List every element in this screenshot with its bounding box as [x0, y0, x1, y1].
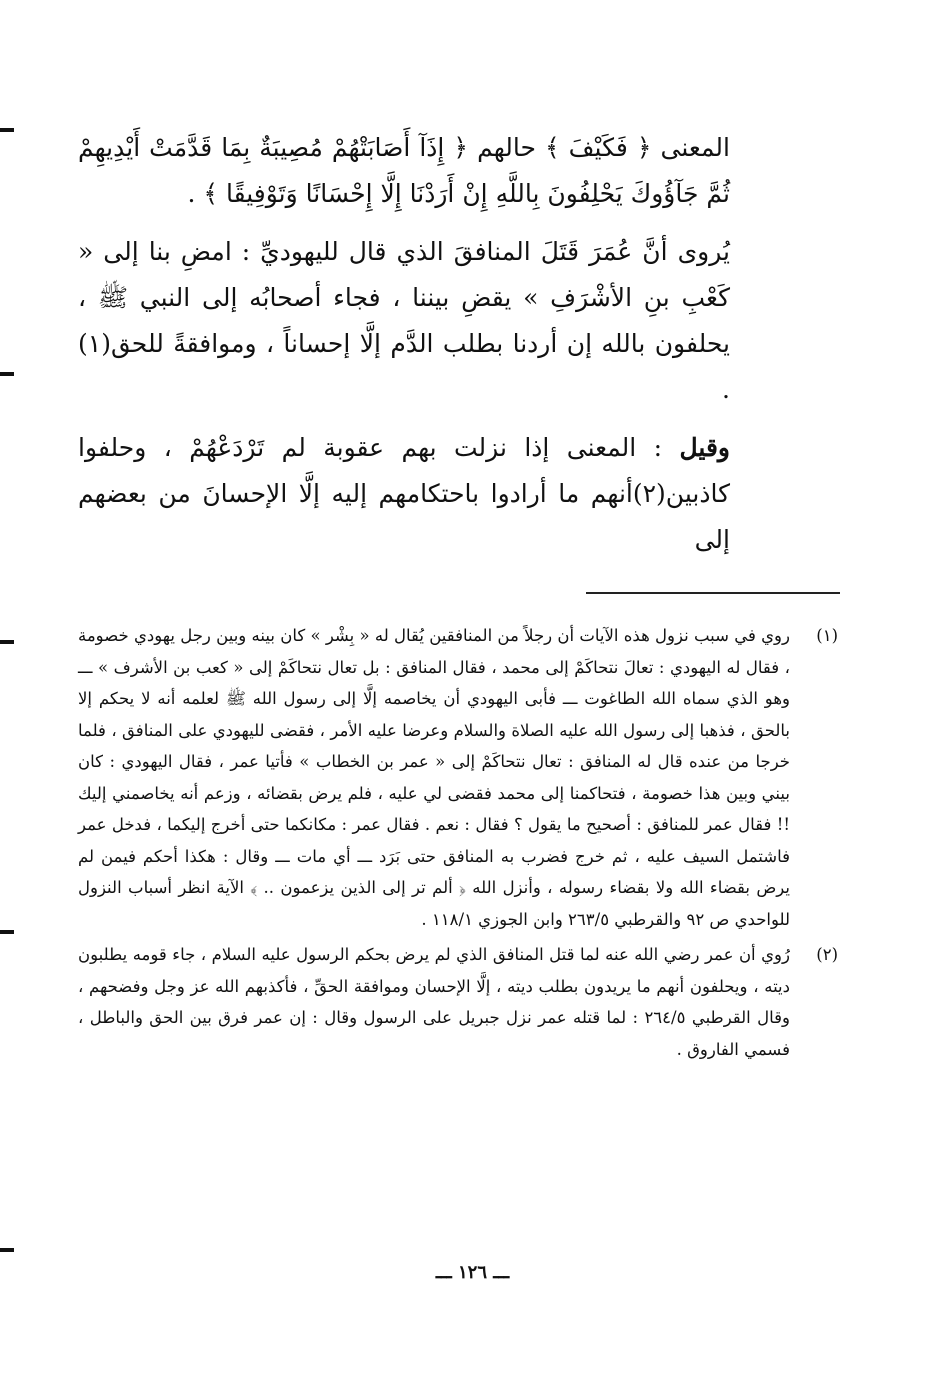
paragraph: المعنى ﴿ فَكَيْفَ ﴾ حالهم ﴿ إِذَآ أَصَابَتْهُمْ مُصِيبَةٌ بِمَا قَدَّمَتْ أَيْدِيهِمْ ثُمَّ جَآؤُوكَ يَحْلِفُونَ بِاللَّهِ إِنْ أَرَدْنَا إِلَّا إِحْسَانًا وَتَوْفِيقًا ﴾ . — [78, 133, 730, 208]
footnote-text: روي في سبب نزول هذه الآيات أن رجلاً من المنافقين يُقال له « بِشْر » كان بينه وبين رجل يهودي خصومة ، فقال له اليهودي : تعالَ نتحاكَمْ إلى محمد ، فقال المنافق : بل تعال نتحاكَمْ إلى « كعب بن الأشرف » ـــ وهو الذي سماه الله الطاغوت ـــ فأبى اليهودي أن يخاصمه إلَّا إلى رسول الله ﷺ لعلمه أنه لا يحكم إلا بالحق ، فذهبا إلى رسول الله عليه الصلاة والسلام وعرضا عليه الأمر ، فقضى لليهودي على المنافق ، فلما خرجا من عنده قال له المنافق : تعال نتحاكَمْ إلى « عمر بن الخطاب » فأتيا عمر ، فقال اليهودي : كان بيني وبين هذا خصومة ، فتحاكمنا إلى محمد فقضى لي عليه ، فلم يرض بقضائه ، وزعم أنه يخاصمني إليك !! فقال عمر للمنافق : أصحيح ما يقول ؟ فقال : نعم . فقال عمر : مكانكما حتى أخرج إليكما ، فدخل عمر فاشتمل السيف عليه ، ثم خرج فضرب به المنافق حتى بَرَد ـــ أي مات ـــ وقال : هكذا أحكم فيمن لم يرض بقضاء الله ولا بقضاء رسوله ، وأنزل الله ﴿ ألم تر إلى الذين يزعمون .. ﴾ الآية انظر أسباب النزول للواحدي ص ٩٢ والقرطبي ٢٦٣/٥ وابن الجوزي ١١٨/١ . — [78, 626, 790, 929]
page-number: ـــ ١٢٦ ـــ — [435, 1262, 510, 1283]
paragraph: يُروى أنَّ عُمَرَ قَتَلَ المنافقَ الذي قال لليهوديِّ : امضِ بنا إلى « كَعْبِ بنِ الأشْرَفِ » يقضِ بيننا ، فجاء أصحابُه إلى النبي ﷺ ، يحلفون بالله إن أردنا بطلب الدَّم إلَّا إحساناً ، وموافقةً للحق(١) . — [78, 237, 730, 404]
scan-edge-mark — [0, 930, 14, 934]
footnote-number: (١) — [816, 626, 838, 645]
main-text — [78, 125, 730, 575]
footnotes — [78, 620, 838, 1069]
footnote — [78, 939, 838, 1065]
footnote-separator — [586, 592, 840, 594]
footnote-number: (٢) — [816, 945, 838, 964]
scan-edge-mark — [0, 1248, 14, 1252]
scan-edge-mark — [0, 640, 14, 644]
footnote — [78, 620, 838, 935]
scan-edge-mark — [0, 128, 14, 132]
scan-edge-mark — [0, 372, 14, 376]
footnote-text: رُوي أن عمر رضي الله عنه لما قتل المنافق الذي لم يرض بحكم الرسول عليه السلام ، جاء قومه يطلبون ديته ، ويحلفون أنهم ما يريدون بطلب ديته ، إلَّا الإحسان وموافقة الحقِّ ، فأكذبهم الله عز وجل وفضحهم ، وقال القرطبي ٢٦٤/٥ : لما قتله عمر نزل جبريل على الرسول وقال : إن عمر فرق بين الحق والباطل ، فسمي الفاروق . — [78, 945, 790, 1059]
paragraph-qil — [78, 425, 730, 563]
qil-label: وقيل — [679, 433, 731, 462]
qil-text: : المعنى إذا نزلت بهم عقوبة لم تَرْدَعْهُمْ ، وحلفوا كاذبين(٢)أنهم ما أرادوا باحتكامهم إليه إلَّا الإحسانَ من بعضهم إلى — [78, 433, 730, 554]
